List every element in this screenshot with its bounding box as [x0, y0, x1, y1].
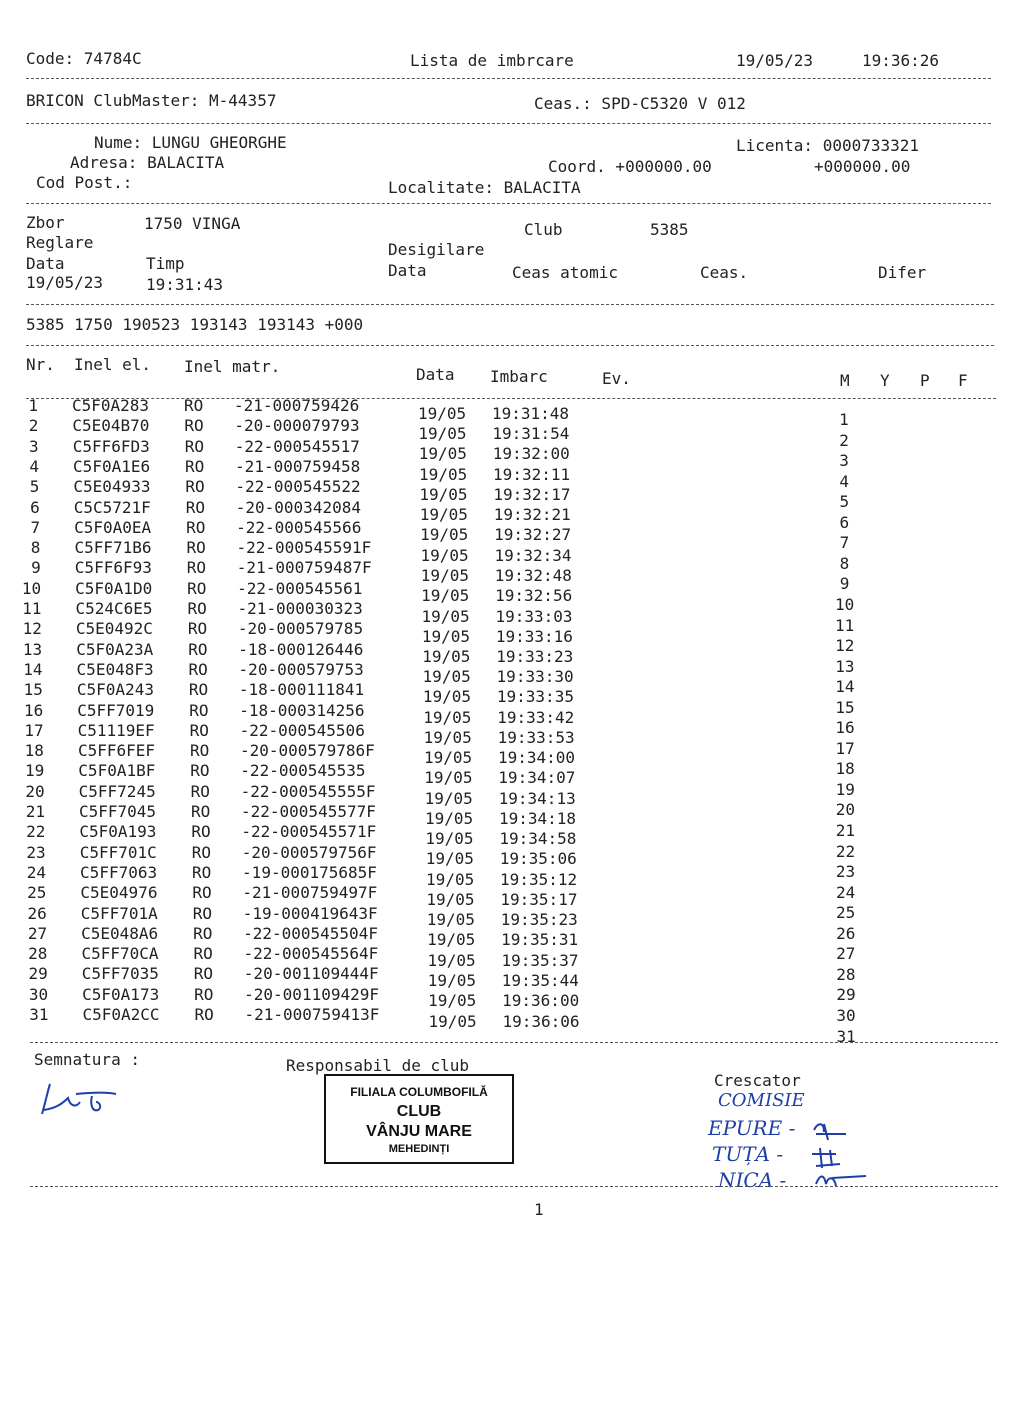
row-date: 19/05 — [419, 464, 468, 484]
desigilare-label: Desigilare — [388, 240, 485, 259]
row-inel-el: C5E048F3 — [76, 659, 154, 679]
row-country: RO — [192, 903, 213, 923]
row-inel-matr: -18-000126446 — [238, 639, 364, 659]
page-title: Lista de imbrcare — [410, 51, 574, 70]
row-country: RO — [191, 842, 211, 862]
row-m: 29 — [836, 985, 856, 1005]
row-inel-matr: -20-000342084 — [235, 497, 361, 517]
row-inel-el: C5F0A1E6 — [73, 456, 151, 476]
row-inel-matr: -22-000545591F — [236, 538, 372, 558]
stamp-line: VÂNJU MARE — [366, 1123, 472, 1140]
row-time: 19:31:48 — [492, 404, 570, 423]
stamp-line: CLUB — [396, 1103, 442, 1120]
col-data: Data — [416, 365, 455, 384]
row-date: 19/05 — [418, 404, 467, 423]
row-inel-el: C5E04B70 — [72, 416, 150, 436]
row-m: 27 — [836, 944, 856, 964]
row-m: 19 — [835, 779, 855, 799]
row-date: 19/05 — [423, 748, 473, 768]
row-inel-matr: -21-000759413F — [244, 1005, 380, 1024]
row-inel-matr: -22-000545561 — [237, 578, 363, 598]
divider — [30, 1186, 998, 1187]
stamp-line: FILIALA COLUMBOFILĂ — [350, 1085, 488, 1099]
row-inel-el: C5C5721F — [73, 497, 151, 517]
row-date: 19/05 — [423, 707, 472, 727]
row-m: 25 — [836, 903, 856, 923]
row-m: 30 — [836, 1005, 856, 1025]
row-inel-el: C5F0A1D0 — [75, 578, 153, 598]
row-inel-el: C5FF7063 — [80, 862, 158, 882]
row-country: RO — [193, 944, 213, 964]
row-date: 19/05 — [421, 606, 470, 626]
row-date: 19/05 — [427, 970, 476, 990]
row-inel-el: C5FF7035 — [81, 964, 159, 984]
row-country: RO — [188, 680, 209, 700]
row-date: 19/05 — [427, 930, 476, 950]
row-time: 19:33:42 — [497, 707, 575, 727]
ceas-atomic-label: Ceas atomic — [512, 263, 618, 282]
row-inel-matr: -21-000759497F — [242, 883, 378, 903]
row-nr: 11 — [22, 599, 42, 618]
row-m: 17 — [835, 738, 855, 758]
row-time: 19:32:21 — [493, 505, 571, 525]
row-time: 19:33:03 — [495, 606, 573, 626]
row-country: RO — [185, 456, 205, 476]
row-time: 19:33:30 — [496, 667, 574, 687]
handwritten-line: COMISIE — [718, 1090, 805, 1111]
row-nr: 30 — [28, 984, 49, 1004]
row-country: RO — [192, 883, 212, 903]
divider — [26, 123, 991, 124]
timp-label: Timp — [146, 254, 185, 273]
col-inel-matr: Inel matr. — [184, 357, 281, 376]
row-date: 19/05 — [420, 525, 469, 545]
row-country: RO — [187, 578, 207, 598]
row-inel-el: C5FF71B6 — [74, 538, 152, 558]
row-inel-matr: -20-000579786F — [239, 741, 375, 761]
row-nr: 8 — [30, 538, 41, 558]
row-m: 6 — [839, 512, 850, 532]
row-date: 19/05 — [424, 768, 473, 788]
row-nr: 20 — [25, 781, 45, 801]
row-country: RO — [188, 639, 208, 659]
col-m: M — [840, 371, 850, 390]
row-nr: 17 — [24, 720, 44, 740]
crescator-label: Crescator — [714, 1071, 801, 1090]
row-nr: 21 — [25, 802, 45, 821]
row-time: 19:35:31 — [501, 930, 579, 950]
row-inel-matr: -22-000545506 — [239, 720, 365, 740]
row-inel-matr: -18-000111841 — [238, 680, 365, 700]
row-time: 19:35:23 — [500, 910, 578, 930]
row-date: 19/05 — [425, 809, 474, 828]
row-time: 19:34:13 — [498, 788, 576, 808]
row-inel-el: C5F0A2CC — [82, 1005, 160, 1024]
row-inel-el: C5FF70CA — [81, 944, 159, 964]
row-inel-matr: -20-000079793 — [234, 416, 360, 436]
row-nr: 27 — [27, 923, 48, 943]
row-inel-matr: -22-000545571F — [241, 822, 377, 842]
row-m: 11 — [835, 615, 855, 635]
col-y: Y — [880, 371, 890, 390]
row-inel-matr: -21-000759487F — [236, 558, 372, 578]
zbor-value: 1750 VINGA — [144, 214, 241, 233]
row-date: 19/05 — [422, 646, 471, 666]
clubmaster-label: BRICON ClubMaster: M-44357 — [26, 91, 277, 110]
row-inel-matr: -21-000030323 — [237, 599, 363, 618]
row-m: 13 — [835, 656, 855, 676]
ceas-col-label: Ceas. — [700, 263, 749, 282]
row-country: RO — [192, 862, 212, 882]
coord-second: +000000.00 — [814, 157, 911, 176]
col-ev: Ev. — [602, 369, 631, 388]
row-date: 19/05 — [420, 565, 469, 585]
row-country: RO — [193, 923, 213, 943]
row-time: 19:32:00 — [492, 444, 570, 464]
row-m: 28 — [836, 964, 856, 984]
row-inel-el: C5FF701C — [79, 842, 157, 862]
row-date: 19/05 — [418, 424, 467, 444]
row-time: 19:33:35 — [496, 687, 574, 707]
row-time: 19:32:17 — [493, 484, 571, 504]
row-time: 19:32:56 — [495, 586, 573, 606]
row-time: 19:35:17 — [500, 889, 578, 909]
handwritten-line: NICA - — [718, 1168, 787, 1192]
row-time: 19:35:44 — [501, 970, 579, 990]
row-date: 19/05 — [418, 444, 467, 464]
col-nr: Nr. — [26, 355, 55, 374]
data-label: Data — [26, 254, 65, 273]
row-inel-el: C5E048A6 — [81, 923, 159, 943]
row-nr: 22 — [26, 822, 46, 842]
club-stamp — [324, 1074, 514, 1164]
row-nr: 2 — [28, 416, 39, 436]
responsabil-label: Responsabil de club — [286, 1056, 470, 1075]
row-country: RO — [189, 700, 209, 720]
row-m: 22 — [835, 841, 856, 861]
row-nr: 9 — [31, 558, 41, 578]
row-inel-matr: -19-000419643F — [242, 903, 378, 923]
handwritten-line: EPURE - — [708, 1116, 796, 1140]
divider — [30, 1042, 998, 1043]
row-country: RO — [184, 436, 204, 456]
row-m: 3 — [839, 451, 849, 471]
row-date: 19/05 — [428, 991, 477, 1011]
stamp-line: MEHEDINȚI — [388, 1143, 450, 1155]
row-inel-el: C5F0A23A — [76, 639, 154, 659]
row-inel-matr: -21-000759458 — [235, 456, 361, 476]
row-inel-matr: -22-000545522 — [235, 477, 361, 497]
row-inel-matr: -20-000579756F — [241, 842, 377, 862]
difer-label: Difer — [878, 263, 927, 282]
row-inel-matr: -20-000579785 — [237, 619, 364, 639]
coord: Coord. +000000.00 — [548, 157, 712, 176]
row-time: 19:31:54 — [492, 424, 570, 444]
row-inel-el: C5FF701A — [80, 903, 158, 923]
row-nr: 12 — [22, 619, 42, 639]
row-time: 19:34:00 — [497, 748, 575, 768]
row-m: 2 — [839, 430, 849, 450]
row-nr: 1 — [28, 396, 38, 415]
row-inel-el: C5FF6FD3 — [72, 436, 150, 456]
row-time: 19:34:58 — [499, 829, 577, 849]
row-time: 19:36:06 — [502, 1011, 580, 1031]
row-date: 19/05 — [424, 788, 473, 808]
row-m: 1 — [839, 410, 849, 429]
row-inel-el: C51119EF — [77, 720, 155, 740]
code-label: Code: 74784C — [26, 49, 142, 68]
row-nr: 25 — [27, 883, 47, 903]
row-nr: 6 — [30, 497, 40, 517]
row-m: 7 — [839, 533, 850, 553]
owner-name: Nume: LUNGU GHEORGHE — [94, 133, 287, 152]
row-date: 19/05 — [420, 545, 469, 565]
row-inel-el: C5F0A243 — [76, 680, 154, 700]
handwritten-line: TUȚA - — [712, 1142, 784, 1166]
row-date: 19/05 — [422, 687, 472, 707]
row-m: 10 — [834, 594, 855, 614]
row-country: RO — [184, 396, 204, 415]
row-nr: 13 — [22, 639, 43, 659]
row-inel-el: C5FF7045 — [79, 802, 157, 821]
row-country: RO — [191, 802, 211, 821]
row-m: 31 — [836, 1026, 856, 1046]
row-m: 8 — [839, 553, 850, 573]
row-nr: 14 — [23, 659, 43, 679]
signature-label: Semnatura : — [34, 1050, 140, 1069]
row-country: RO — [186, 538, 206, 558]
divider — [26, 203, 991, 204]
table-row — [0, 1005, 1024, 1046]
row-country: RO — [187, 619, 208, 639]
row-nr: 18 — [24, 741, 44, 761]
row-m: 12 — [835, 636, 855, 656]
row-nr: 31 — [29, 1005, 49, 1024]
row-inel-matr: -22-000545564F — [243, 944, 379, 964]
col-imbarc: Imbarc — [490, 367, 548, 386]
row-inel-el: C5F0A283 — [72, 396, 150, 415]
row-m: 5 — [839, 492, 850, 512]
row-country: RO — [187, 599, 207, 618]
row-m: 9 — [839, 574, 850, 594]
row-nr: 19 — [25, 761, 45, 781]
row-country: RO — [185, 497, 206, 517]
row-country: RO — [189, 720, 209, 740]
row-nr: 10 — [21, 578, 42, 598]
row-date: 19/05 — [426, 869, 475, 889]
reglare-label: Reglare — [26, 233, 94, 252]
row-time: 19:33:53 — [497, 727, 575, 747]
divider — [26, 345, 994, 346]
row-inel-el: C5FF6FEF — [77, 741, 155, 761]
row-inel-el: C5F0A193 — [79, 822, 157, 842]
row-country: RO — [190, 781, 210, 801]
row-nr: 15 — [23, 680, 43, 700]
row-inel-el: C524C6E5 — [75, 599, 153, 618]
row-country: RO — [193, 964, 214, 984]
owner-address: Adresa: BALACITA — [70, 153, 225, 172]
cod-post: Cod Post.: — [36, 173, 133, 192]
row-time: 19:32:34 — [494, 545, 572, 565]
row-time: 19:34:18 — [499, 809, 577, 828]
row-date: 19/05 — [421, 586, 470, 606]
signature-mark — [36, 1080, 126, 1120]
row-country: RO — [189, 741, 210, 761]
row-inel-el: C5F0A0EA — [74, 517, 152, 537]
row-time: 19:32:48 — [494, 565, 572, 585]
row-country: RO — [190, 761, 210, 781]
divider — [26, 78, 991, 79]
row-m: 18 — [835, 759, 855, 779]
row-inel-matr: -22-000545566 — [236, 517, 362, 537]
divider — [26, 304, 994, 305]
row-nr: 28 — [28, 944, 48, 964]
row-date: 19/05 — [425, 849, 474, 869]
reglare-time: 19:31:43 — [146, 275, 224, 294]
row-inel-el: C5FF7245 — [78, 781, 156, 801]
row-inel-matr: -22-000545577F — [241, 802, 376, 821]
col-f: F — [958, 371, 968, 390]
row-country: RO — [188, 659, 208, 679]
col-inel-el: Inel el. — [74, 355, 152, 374]
localitate: Localitate: BALACITA — [388, 178, 581, 197]
row-nr: 4 — [29, 456, 40, 476]
row-inel-el: C5E04933 — [73, 477, 151, 497]
club-value: 5385 — [650, 220, 689, 239]
row-date: 19/05 — [426, 889, 475, 909]
row-m: 4 — [839, 471, 850, 491]
row-date: 19/05 — [422, 667, 471, 687]
club-label: Club — [524, 220, 563, 239]
row-inel-el: C5E04976 — [80, 883, 158, 903]
row-m: 23 — [835, 862, 856, 882]
row-date: 19/05 — [428, 1011, 477, 1031]
row-inel-matr: -22-000545555F — [240, 781, 376, 801]
row-date: 19/05 — [427, 950, 476, 970]
row-country: RO — [191, 822, 211, 842]
row-country: RO — [186, 517, 206, 537]
row-nr: 29 — [28, 964, 48, 984]
row-inel-el: C5F0A1BF — [78, 761, 156, 781]
row-inel-matr: -18-000314256 — [239, 700, 365, 720]
code-line: 5385 1750 190523 193143 193143 +000 — [26, 315, 364, 334]
row-time: 19:32:11 — [493, 464, 571, 484]
row-inel-matr: -20-000579753 — [238, 659, 364, 679]
row-date: 19/05 — [423, 727, 472, 747]
row-date: 19/05 — [421, 626, 471, 646]
row-time: 19:33:23 — [496, 646, 574, 666]
row-date: 19/05 — [426, 910, 475, 930]
row-inel-el: C5F0A173 — [82, 984, 160, 1004]
reglare-date: 19/05/23 — [26, 273, 104, 292]
row-m: 15 — [835, 697, 855, 717]
zbor-label: Zbor — [26, 213, 65, 232]
data2-label: Data — [388, 261, 427, 280]
row-country: RO — [185, 477, 205, 497]
row-date: 19/05 — [419, 505, 468, 525]
print-date: 19/05/23 — [736, 51, 814, 70]
row-time: 19:35:37 — [501, 950, 579, 970]
row-time: 19:32:27 — [494, 525, 572, 545]
row-inel-el: C5E0492C — [75, 619, 153, 639]
row-inel-matr: -21-000759426 — [234, 396, 360, 415]
row-inel-el: C5FF7019 — [77, 700, 155, 720]
row-inel-matr: -19-000175685F — [242, 862, 377, 882]
row-inel-matr: -22-000545535 — [240, 761, 366, 781]
row-time: 19:35:12 — [500, 869, 578, 889]
row-country: RO — [186, 558, 207, 578]
row-inel-matr: -20-001109429F — [244, 984, 379, 1004]
row-inel-matr: -22-000545504F — [243, 923, 378, 943]
row-time: 19:35:06 — [499, 849, 577, 869]
row-inel-el: C5FF6F93 — [74, 558, 152, 578]
row-m: 20 — [835, 800, 855, 820]
row-inel-matr: -22-000545517 — [234, 436, 360, 456]
page-number: 1 — [534, 1200, 544, 1219]
row-nr: 26 — [27, 903, 47, 923]
row-m: 14 — [835, 677, 855, 697]
row-nr: 5 — [29, 477, 40, 497]
row-inel-matr: -20-001109444F — [243, 964, 379, 984]
row-country: RO — [194, 1005, 214, 1024]
row-m: 16 — [835, 718, 855, 738]
row-date: 19/05 — [425, 829, 474, 849]
row-time: 19:34:07 — [498, 768, 576, 788]
row-country: RO — [194, 984, 214, 1004]
ceas-label: Ceas.: SPD-C5320 V 012 — [534, 94, 746, 113]
row-nr: 24 — [26, 862, 47, 882]
licenta: Licenta: 0000733321 — [736, 136, 920, 155]
print-time: 19:36:26 — [862, 51, 940, 70]
row-date: 19/05 — [419, 484, 468, 504]
row-m: 26 — [836, 923, 856, 943]
row-time: 19:36:00 — [502, 991, 580, 1011]
row-m: 24 — [835, 882, 856, 902]
col-p: P — [920, 371, 930, 390]
row-nr: 3 — [29, 436, 39, 456]
row-nr: 16 — [23, 700, 44, 720]
row-nr: 7 — [30, 517, 41, 537]
row-m: 21 — [835, 821, 856, 840]
row-nr: 23 — [26, 842, 46, 862]
row-country: RO — [184, 416, 204, 436]
row-time: 19:33:16 — [495, 626, 573, 646]
